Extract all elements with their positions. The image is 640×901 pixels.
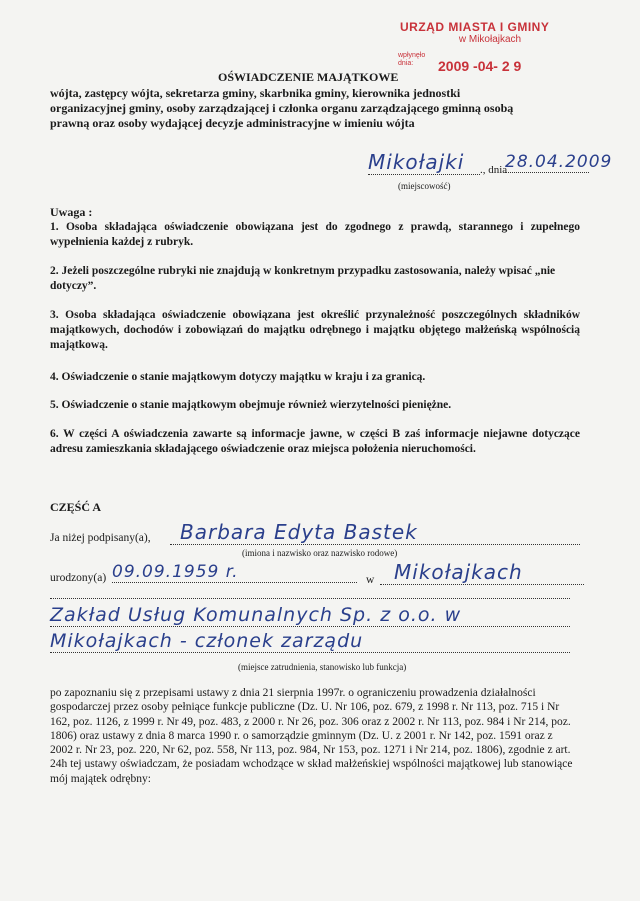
signed-name-field: Barbara Edyta Bastek: [170, 520, 580, 545]
note-2: 2. Jeżeli poszczególne rubryki nie znajdują w konkretnym przypadku zastosowania, należy wpisać „nie dotyczy”.: [50, 265, 556, 292]
date-field: 28.04.2009: [505, 152, 613, 172]
signed-label: Ja niżej podpisany(a),: [50, 532, 151, 544]
stamp-date: 2009 -04- 2 9: [438, 58, 522, 74]
name-caption: (imiona i nazwisko oraz nazwisko rodowe): [242, 548, 398, 558]
employment-caption: (miejsce zatrudnienia, stanowisko lub funkcja): [238, 662, 407, 672]
employment-line-1: Zakład Usług Komunalnych Sp. z o.o. w: [50, 604, 570, 627]
document-title: OŚWIADCZENIE MAJĄTKOWE: [218, 70, 399, 84]
employment-line-2: Mikołajkach - członek zarządu: [50, 630, 570, 653]
header-line-2: organizacyjnej gminy, osoby zarządzającej i członka organu zarządzającego gminną osobą: [50, 101, 514, 115]
part-a-heading: CZĘŚĆ A: [50, 500, 102, 514]
header-line-1: wójta, zastępcy wójta, sekretarza gminy, skarbnika gminy, kierownika jednostki: [50, 86, 461, 100]
separator-dots: [50, 594, 570, 599]
note-6: 6. W części A oświadczenia zawarte są informacje jawne, w części B zaś informacje niejawne dotyczące adresu zamieszkania składającego oświadczenie oraz miejsca położenia nieruchomości.: [50, 428, 580, 455]
closing-paragraph: po zapoznaniu się z przepisami ustawy z dnia 21 sierpnia 1997r. o ograniczeniu prowadzenia działalności gospodarczej przez osoby pełniące funkcje publiczne (Dz. U. Nr 106, poz. 679, z 1998 r. Nr 113, poz. 715 i Nr 162, poz. 1126, z 1999 r. Nr 49, poz. 483, z 2000 r. Nr 26, poz. 306 oraz z 2002 r. Nr 113, poz. 984 i Nr 214, poz. 1806) oraz ustawy z dnia 8 marca 1990 r. o samorządzie gminnym (Dz. U. z 2001 r. Nr 142, poz. 1591 oraz z 2002 r. Nr 23, poz. 220, Nr 62, poz. 558, Nr 113, poz. 984, Nr 153, poz. 1271 i Nr 214, poz. 1806), zgodnie z art. 24h tej ustawy oświadczam, że posiadam wchodzące w skład małżeńskiej wspólności majątkowej lub stanowiące mój majątek odrębny:: [50, 687, 573, 785]
born-label: urodzony(a): [50, 572, 107, 584]
notes-heading: Uwaga :: [50, 205, 93, 219]
note-4: 4. Oświadczenie o stanie majątkowym dotyczy majątku w kraju i za granicą.: [50, 371, 426, 383]
born-in-label: w: [366, 574, 375, 586]
header-line-3: prawną oraz osoby wydającej decyzje administracyjne w imieniu wójta: [50, 116, 415, 130]
place-caption: (miejscowość): [398, 181, 451, 191]
born-date-field: 09.09.1959 r.: [112, 562, 357, 583]
note-1: 1. Osoba składająca oświadczenie obowiązana jest do zgodnego z prawdą, starannego i zupełnego wypełnienia każdej z rubryk.: [50, 221, 580, 248]
stamp-place: w Mikołajkach: [458, 34, 522, 45]
born-place-field: Mikołajkach: [380, 560, 584, 585]
note-5: 5. Oświadczenie o stanie majątkowym obejmuje również wierzytelności pieniężne.: [50, 399, 452, 411]
stamp-received-label: wpłynęło dnia:: [398, 52, 426, 67]
note-3: 3. Osoba składająca oświadczenie obowiązana jest określić przynależność poszczególnych składników majątkowych, dochodów i zobowiązań do majątku odrębnego i majątku objętego małżeńską wspólnością majątkową.: [50, 309, 580, 351]
stamp-office: URZĄD MIASTA I GMINY: [400, 20, 550, 34]
office-stamp: [400, 20, 570, 45]
date-prefix: ., dnia: [480, 164, 508, 176]
place-field: Mikołajki: [368, 150, 480, 175]
